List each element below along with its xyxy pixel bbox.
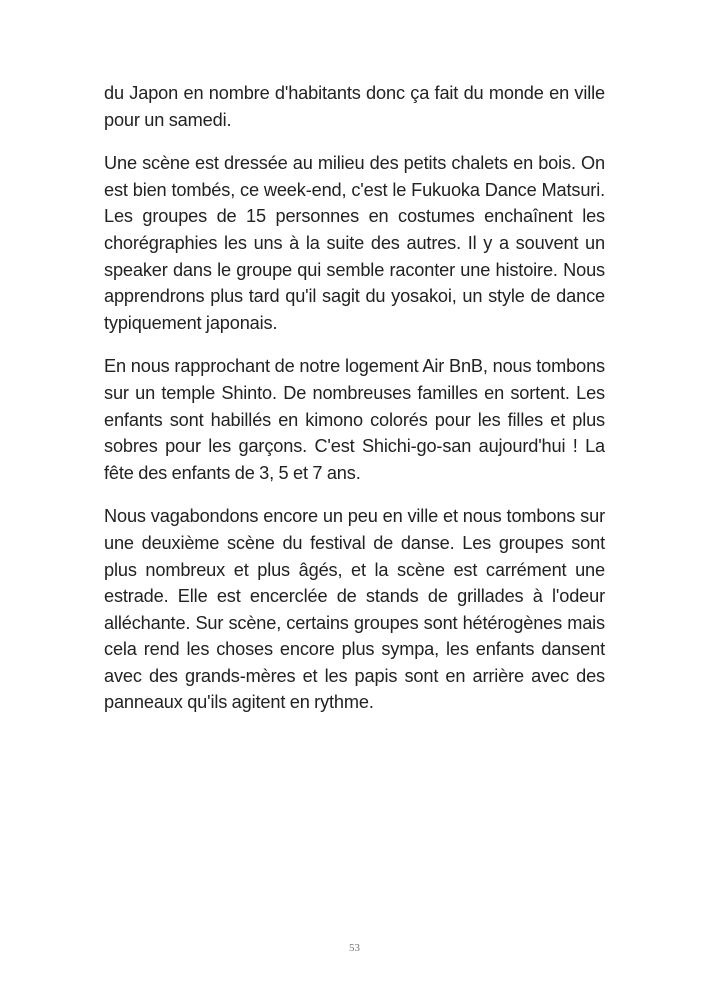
- body-text: [104, 80, 605, 733]
- page-number: 53: [349, 942, 360, 954]
- paragraph-4: Nous vagabondons encore un peu en ville et nous tombons sur une deuxième scène du festival de danse. Les groupes sont plus nombreux et plus âgés, et la scène est carrément une estrade. Elle est encerclée de stands de grillades à l'odeur alléchante. Sur scène, certains groupes sont hétérogènes mais cela rend les choses encore plus sympa, les enfants dansent avec des grands-mères et les papis sont en arrière avec des panneaux qu'ils agitent en rythme.: [104, 506, 605, 713]
- paragraph-1: du Japon en nombre d'habitants donc ça fait du monde en ville pour un samedi.: [104, 83, 605, 130]
- paragraph-2: Une scène est dressée au milieu des petits chalets en bois. On est bien tombés, ce week-end, c'est le Fukuoka Dance Matsuri. Les groupes de 15 personnes en costumes enchaînent les chorégraphies les uns à la suite des autres. Il y a souvent un speaker dans le groupe qui semble raconter une histoire. Nous apprendrons plus tard qu'il sagit du yosakoi, un style de dance typiquement japonais.: [104, 153, 605, 333]
- paragraph-3: En nous rapprochant de notre logement Air BnB, nous tombons sur un temple Shinto. De nombreuses familles en sortent. Les enfants sont habillés en kimono colorés pour les filles et plus sobres pour les garçons. C'est Shichi-go-san aujourd'hui ! La fête des enfants de 3, 5 et 7 ans.: [104, 356, 605, 483]
